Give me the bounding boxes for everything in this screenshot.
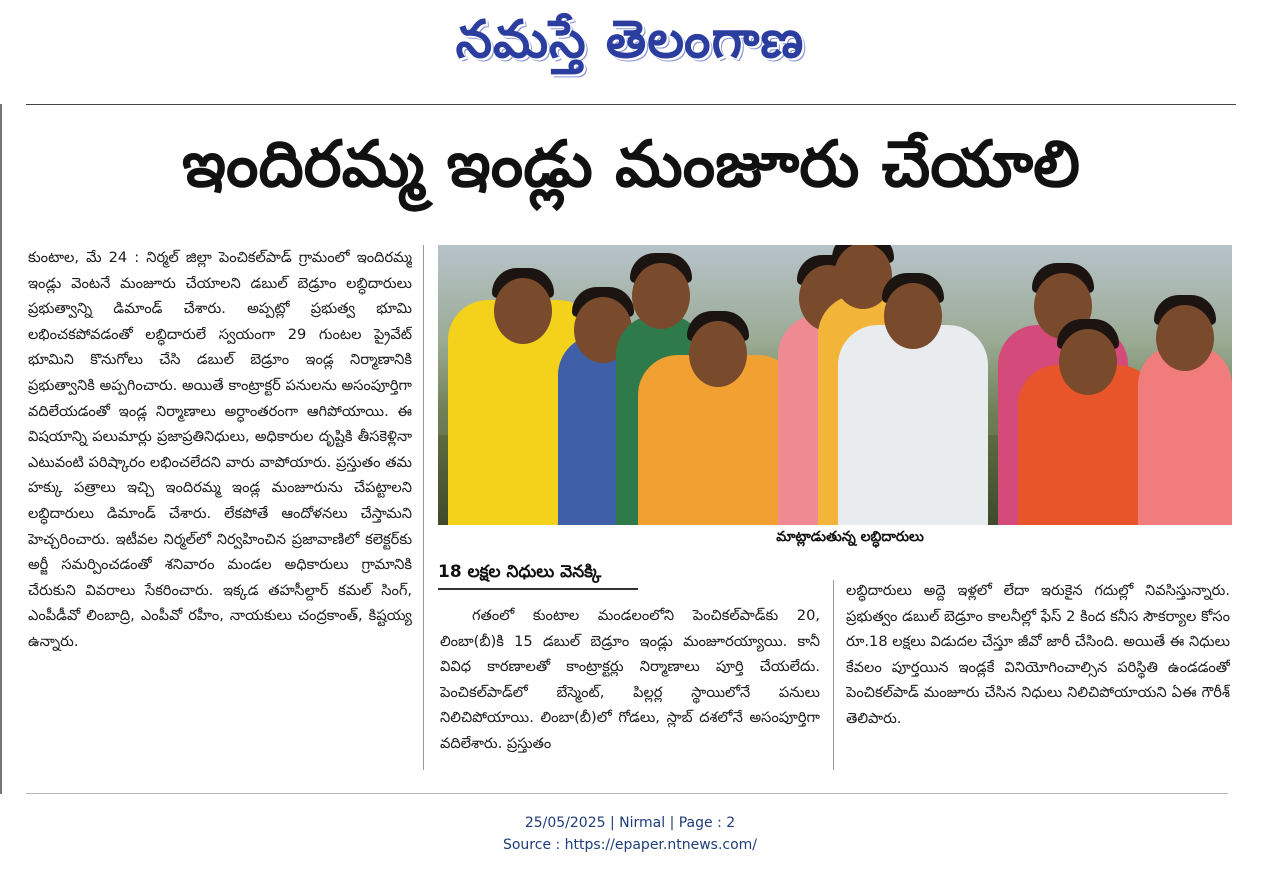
article-subheading: 18 లక్షల నిధులు వెనక్కి xyxy=(438,562,602,582)
source-link[interactable]: Source : https://epaper.ntnews.com/ xyxy=(502,837,758,853)
top-divider xyxy=(26,104,1236,105)
article-body-column-3: లబ్ధిదారులు అద్దె ఇళ్లలో లేదా ఇరుకైన గదుల్లో నివసిస్తున్నారు. ప్రభుత్వం డబుల్ బెడ్రూం కాలనీల్లో ఫేస్ 2 కింద కనీస సౌకర్యాల కోసం రూ.18 లక్షలు విడుదల చేస్తూ జీవో జారీ చేసింది. అయితే ఈ నిధులు కేవలం పూర్తయిన ఇండ్లకే వినియోగించాల్సిన పరిస్థితి ఉండడంతో పెంచికల్‌పాడ్ మంజూరు చేసిన నిధులు నిలిచిపోయాయని ఏఈ గౌరీశ్ తెలిపారు. xyxy=(846,582,1230,727)
photo-person xyxy=(1018,365,1158,525)
photo-caption: మాట్లాడుతున్న లబ్ధిదారులు xyxy=(776,529,924,545)
photo-person xyxy=(638,355,798,525)
edition-info: 25/05/2025 | Nirmal | Page : 2 xyxy=(524,815,736,831)
newspaper-masthead: నమస్తే తెలంగాణ xyxy=(455,10,805,70)
article-body-column-1: కుంటాల, మే 24 : నిర్మల్ జిల్లా పెంచికల్‌పాడ్ గ్రామంలో ఇందిరమ్మ ఇండ్లు వెంటనే మంజూరు చేయాలని డబుల్ బెడ్రూం లబ్ధిదారులు ప్రభుత్వాన్ని డిమాండ్ చేశారు. అప్పట్లో ప్రభుత్వ భూమి లభించకపోవడంతో లబ్ధిదారులే స్వయంగా 29 గుంటల ప్రైవేట్ భూమిని కొనుగోలు చేసి డబుల్ బెడ్రూం ఇండ్ల నిర్మాణానికి ప్రభుత్వానికి అప్పగించారు. అయితే కాంట్రాక్టర్ పనులను అసంపూర్తిగా వదిలేయడంతో ఇండ్ల నిర్మాణాలు అర్ధాంతరంగా ఆగిపోయాయి. ఈ విషయాన్ని పలుమార్లు ప్రజాప్రతినిధులు, అధికారుల దృష్టికి తీసకెళ్లినా ఎటువంటి పరిష్కారం లభించలేదని వారు వాపోయారు. ప్రస్తుతం తమ హక్కు పత్రాలు ఇచ్చి ఇందిరమ్మ ఇండ్ల మంజూరును చేపట్టాలని లబ్ధిదారులు డిమాండ్ చేశారు. లేకపోతే ఆందోళనలు చేస్తామని హెచ్చరించారు. ఇటీవల నిర్మల్‌లో నిర్వహించిన ప్రజావాణిలో కలెక్టర్‌కు అర్జీ సమర్పించడంతో శనివారం మండల అధికారులు గ్రామానికి చేరుకుని వివరాలు సేకరించారు. ఇక్కడ తహసీల్దార్ కమల్ సింగ్, ఎంపీడీవో లింబాద్రి, ఎంపీవో రహీం, నాయకులు చంద్రకాంత్, కిష్టయ్య ఉన్నారు. xyxy=(28,249,412,650)
bottom-divider xyxy=(26,793,1228,794)
photo-person xyxy=(1138,345,1232,525)
left-margin-rule xyxy=(0,104,2,794)
column-divider xyxy=(423,245,424,770)
article-headline: ఇందిరమ్మ ఇండ్లు మంజూరు చేయాలి xyxy=(181,128,1081,202)
article-photo xyxy=(438,245,1232,525)
column-divider xyxy=(833,580,834,770)
article-body-column-2: గతంలో కుంటాల మండలంలోని పెంచికల్‌పాడ్‌కు 20, లింబా(బీ)కి 15 డబుల్ బెడ్రూం ఇండ్లు మంజూరయ్యాయి. కానీ వివిధ కారణాలతో కాంట్రాక్టర్లు నిర్మాణాలు పూర్తి చేయలేదు. పెంచికల్‌పాడ్‌లో బేస్మెంట్, పిల్లర్ల స్థాయిలోనే పనులు నిలిచిపోయాయి. లింబా(బీ)లో గోడలు, స్లాబ్ దశలోనే అసంపూర్తిగా వదిలేశారు. ప్రస్తుతం xyxy=(440,607,820,752)
subheading-underline xyxy=(438,588,638,590)
photo-person xyxy=(838,325,988,525)
page-footer xyxy=(380,812,880,856)
